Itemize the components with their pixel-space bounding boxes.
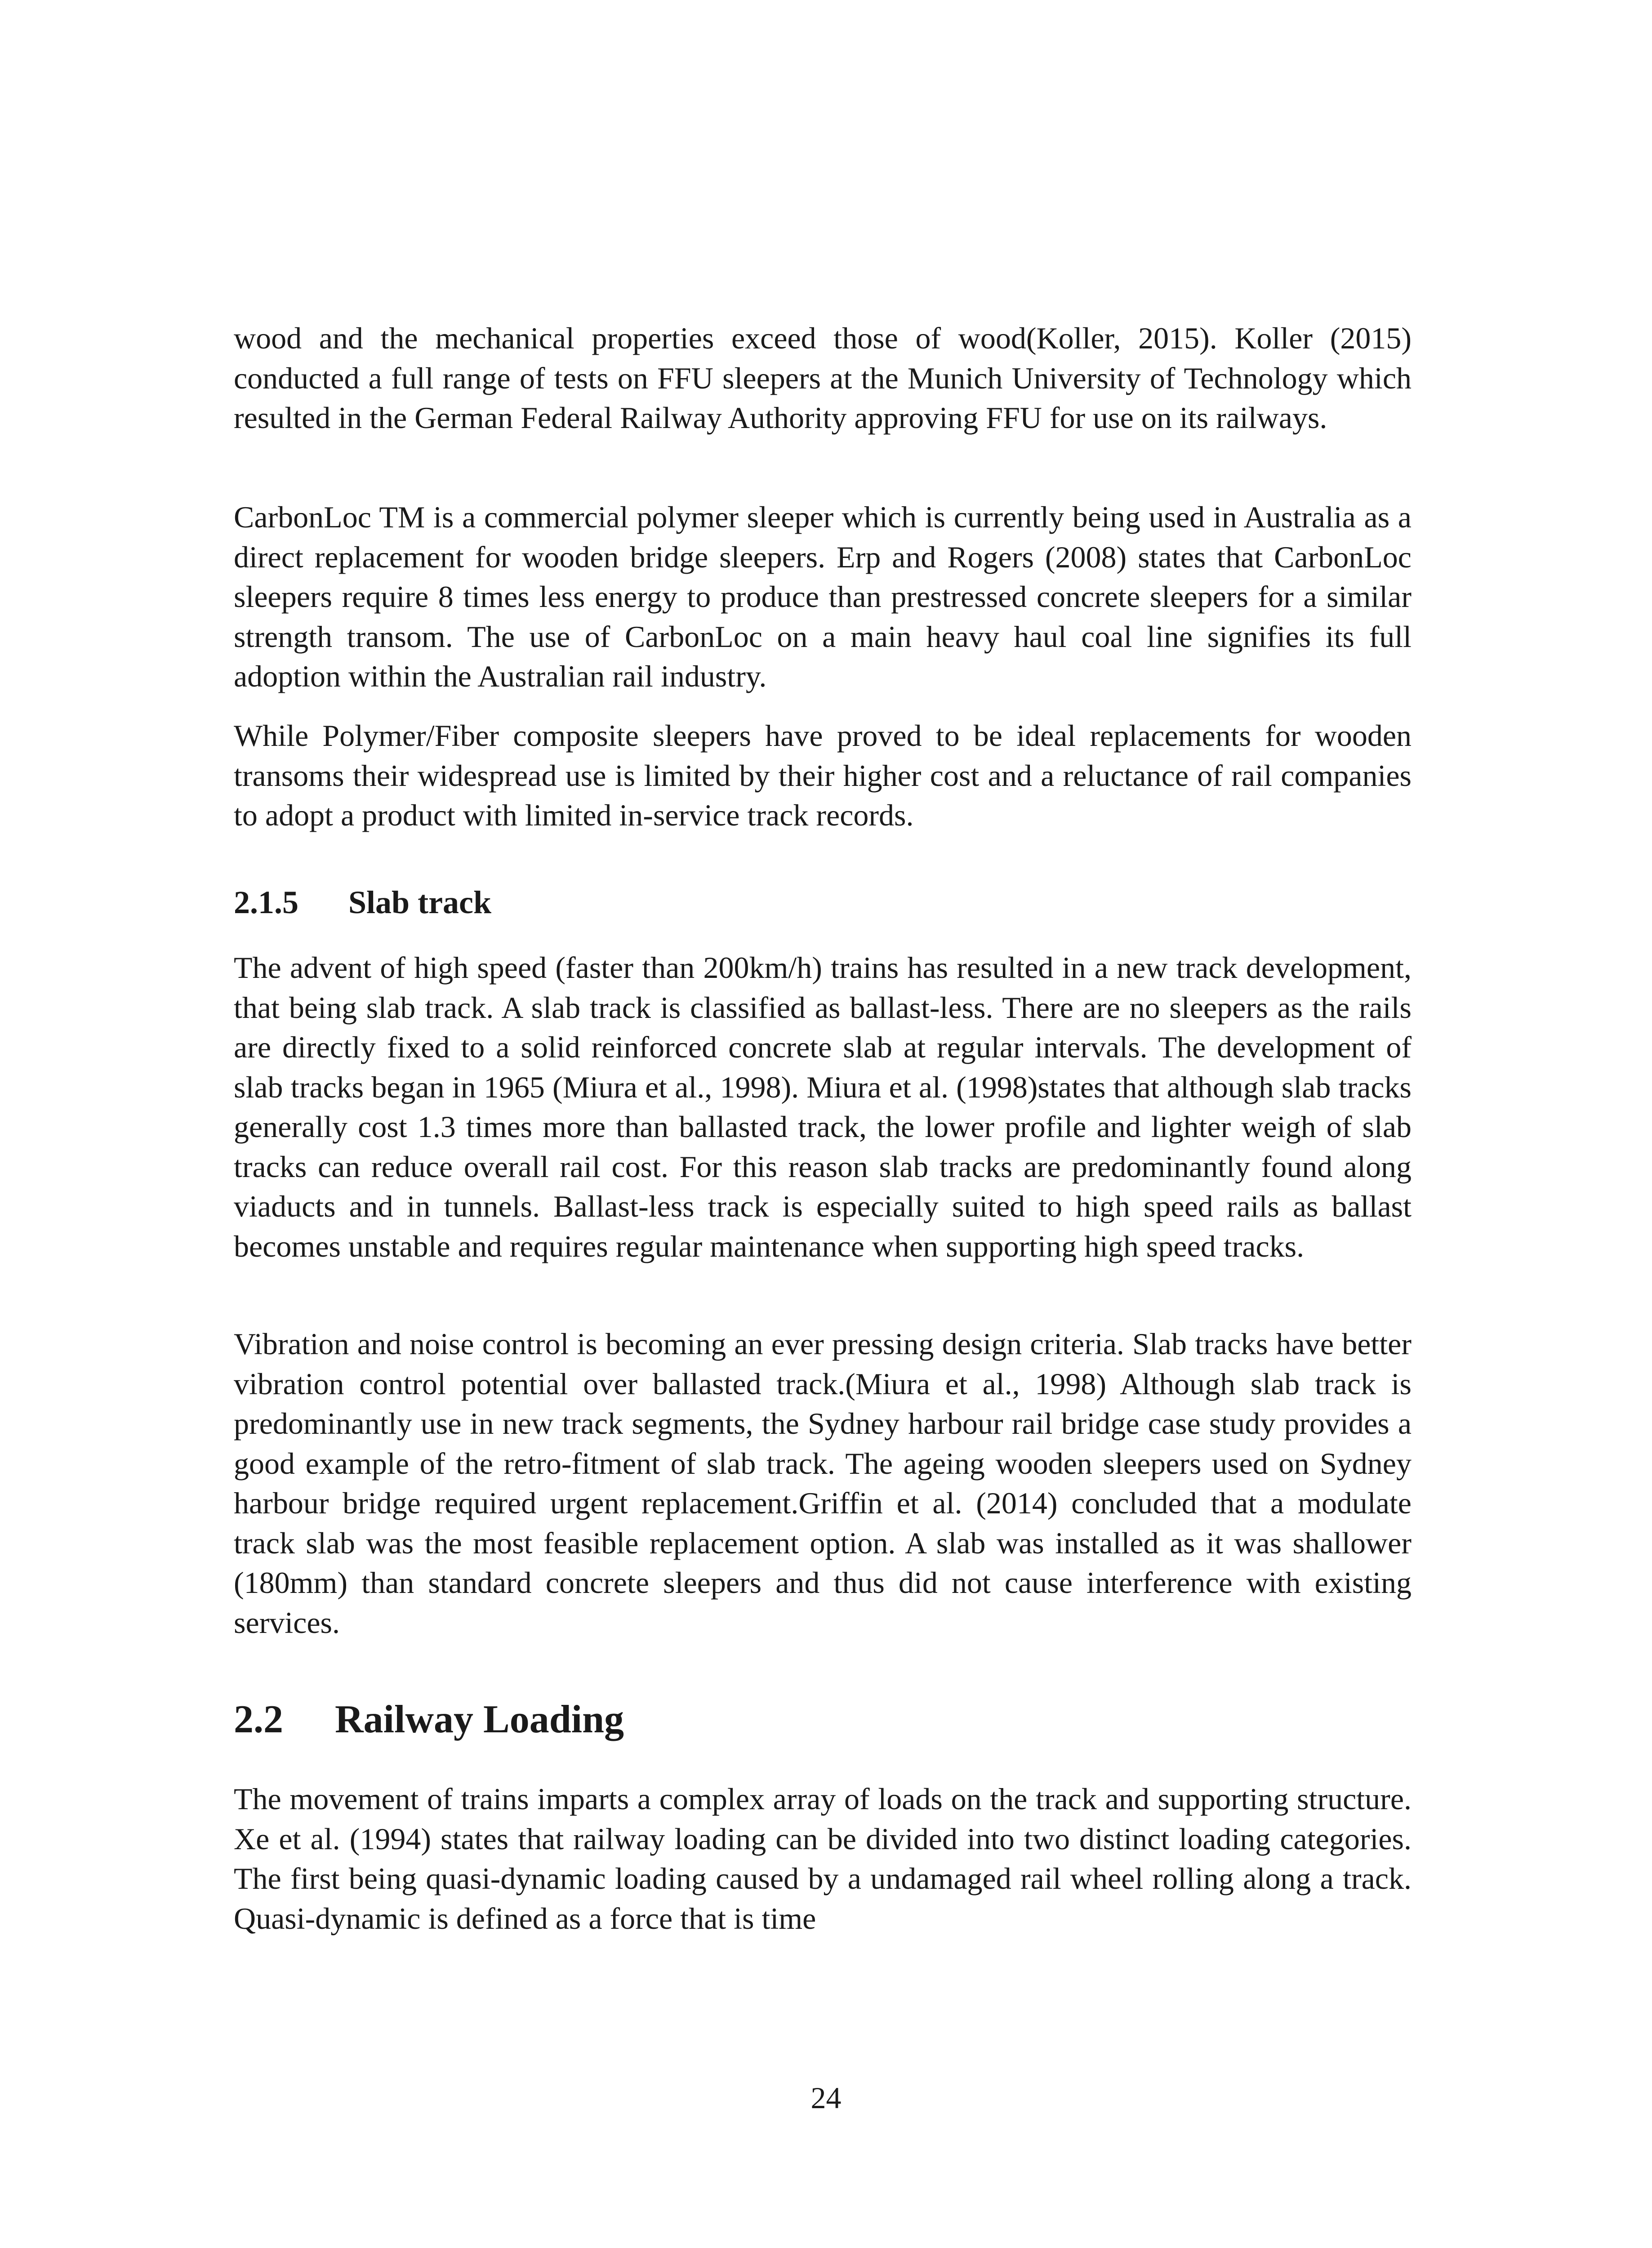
section-heading-railway-loading: [234, 1695, 624, 1744]
subsection-heading-slab-track: [234, 882, 491, 923]
section-number: 2.2: [234, 1698, 283, 1741]
paragraph-text: CarbonLoc TM is a commercial polymer sleeper which is currently being used in Australia as a direct replacement for wooden bridge sleepers. Erp and Rogers (2008) states that CarbonLoc sleepers require 8 times less energy to produce than prestressed concrete sleepers for a similar strength transom. The use of CarbonLoc on a main heavy haul coal line signifies its full adoption within the Australian rail industry.: [234, 500, 1412, 693]
paragraph-railway-loading: [234, 1779, 1412, 1938]
paragraph-slab-track-intro: [234, 948, 1412, 1266]
paragraph-composite-sleepers: [234, 716, 1412, 835]
paragraph-vibration-control: [234, 1324, 1412, 1642]
subsection-number: 2.1.5: [234, 884, 298, 920]
paragraph-text: Vibration and noise control is becoming an ever pressing design criteria. Slab tracks have better vibration control potential over ballasted track.(Miura et al., 1998) Although slab track is predominantly use in new track segments, the Sydney harbour rail bridge case study provides a good example of the retro-fitment of slab track. The ageing wooden sleepers used on Sydney harbour bridge required urgent replacement.Griffin et al. (2014) concluded that a modulate track slab was the most feasible replacement option. A slab was installed as it was shallower (180mm) than standard concrete sleepers and thus did not cause interference with existing services.: [234, 1327, 1412, 1640]
section-title: Railway Loading: [335, 1698, 624, 1741]
paragraph-carbonloc: [234, 497, 1412, 696]
subsection-title: Slab track: [348, 884, 492, 920]
paragraph-text: The advent of high speed (faster than 200km/h) trains has resulted in a new track development, that being slab track. A slab track is classified as ballast-less. There are no sleepers as the rails are directly fixed to a solid reinforced concrete slab at regular intervals. The development of slab tracks began in 1965 (Miura et al., 1998). Miura et al. (1998)states that although slab tracks generally cost 1.3 times more than ballasted track, the lower profile and lighter weigh of slab tracks can reduce overall rail cost. For this reason slab tracks are predominantly found along viaducts and in tunnels. Ballast-less track is especially suited to high speed rails as ballast becomes unstable and requires regular maintenance when supporting high speed tracks.: [234, 950, 1412, 1263]
paragraph-text: While Polymer/Fiber composite sleepers have proved to be ideal replacements for wooden transoms their widespread use is limited by their higher cost and a reluctance of rail companies to adopt a product with limited in-service track records.: [234, 718, 1412, 832]
page-number: 24: [810, 2081, 842, 2115]
paragraph-text: wood and the mechanical properties exceed those of wood(Koller, 2015). Koller (2015) conducted a full range of tests on FFU sleepers at the Munich University of Technology which resulted in the German Federal Railway Authority approving FFU for use on its railways.: [234, 321, 1412, 435]
paragraph-text: The movement of trains imparts a complex array of loads on the track and supporting structure. Xe et al. (1994) states that railway loading can be divided into two distinct loading categories. The first being quasi-dynamic loading caused by a undamaged rail wheel rolling along a track. Quasi-dynamic is defined as a force that is time: [234, 1782, 1412, 1936]
paragraph-ffu-sleepers: [234, 318, 1412, 438]
